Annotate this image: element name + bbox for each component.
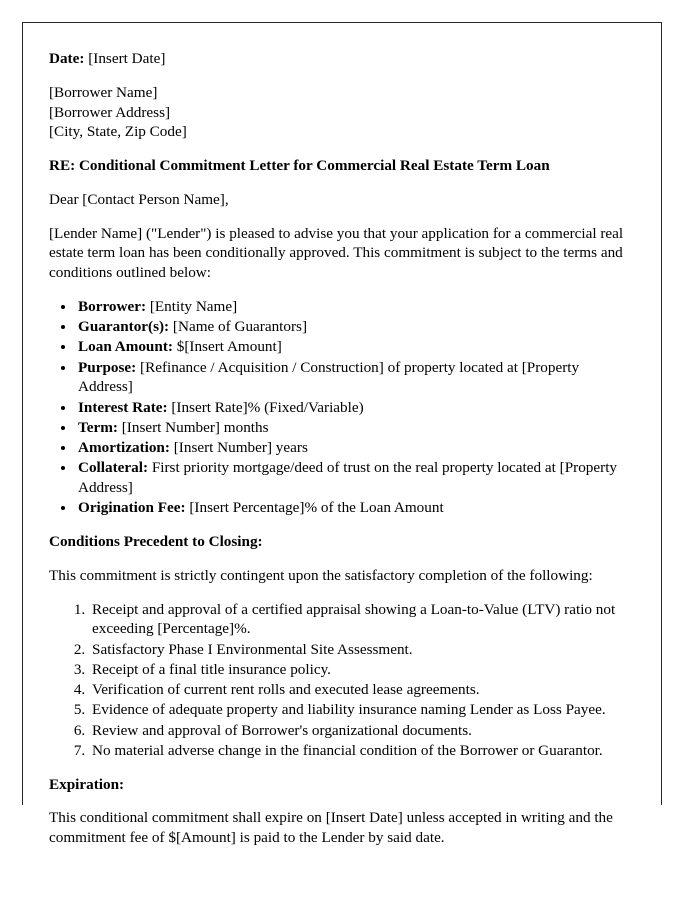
term-value: [Refinance / Acquisition / Construction] of property located at [Property Address]: [78, 358, 580, 396]
term-label: Amortization:: [78, 439, 170, 456]
term-value: [Insert Rate]% (Fixed/Variable): [167, 398, 364, 416]
recipient-address-block: [49, 83, 627, 142]
term-label: Origination Fee:: [78, 499, 186, 517]
address-line: [Borrower Address]: [49, 103, 171, 121]
list-item: 7. No material adverse change in the financial condition of the Borrower or Guarantor.: [89, 741, 627, 761]
list-item: [76, 498, 627, 518]
conditions-heading: Conditions Precedent to Closing:: [49, 533, 263, 550]
list-item: 6. Review and approval of Borrower's organizational documents.: [89, 721, 627, 741]
list-item: [76, 297, 627, 317]
conditions-intro: This commitment is strictly contingent upon the satisfactory completion of the following:: [49, 566, 593, 584]
list-item: [76, 358, 627, 398]
term-value: [Name of Guarantors]: [169, 318, 308, 335]
list-item: [76, 398, 627, 418]
term-label: Borrower:: [78, 297, 147, 315]
expiration-paragraph: This conditional commitment shall expire on [Insert Date] unless accepted in writing and the commitment fee of $[Amount] is paid to the Lender by said date.: [49, 809, 613, 846]
date-value: [Insert Date]: [88, 50, 166, 67]
term-value: First priority mortgage/deed of trust on the real property located at [Property Address]: [78, 459, 618, 496]
document-page: [22, 22, 662, 846]
term-label: Guarantor(s):: [78, 318, 170, 335]
term-value: [Insert Number] months: [117, 418, 269, 436]
term-value: [Entity Name]: [146, 297, 238, 315]
document-body: [23, 23, 661, 848]
address-line: [Borrower Name]: [49, 83, 158, 101]
list-item: [76, 337, 627, 357]
list-item: 1. Receipt and approval of a certified appraisal showing a Loan-to-Value (LTV) ratio not exceeding [Percentage]%.: [89, 600, 627, 640]
term-label: Interest Rate:: [78, 398, 168, 416]
date-line: [49, 49, 627, 69]
term-value: [Insert Percentage]% of the Loan Amount: [185, 499, 444, 517]
term-label: Collateral:: [78, 459, 149, 477]
re-subject-line: RE: Conditional Commitment Letter for Commercial Real Estate Term Loan: [49, 157, 550, 174]
list-item: 4. Verification of current rent rolls and executed lease agreements.: [89, 680, 627, 700]
list-item: 2. Satisfactory Phase I Environmental Site Assessment.: [89, 640, 627, 660]
list-item: 5. Evidence of adequate property and liability insurance naming Lender as Loss Payee.: [89, 700, 627, 720]
intro-paragraph: [Lender Name] ("Lender") is pleased to advise you that your application for a commercial real estate term loan has been conditionally approved. This commitment is subject to the terms and conditions outlined below:: [49, 224, 624, 281]
conditions-list: [49, 600, 627, 761]
loan-terms-list: [49, 297, 627, 518]
list-item: [76, 317, 627, 337]
list-item: [76, 418, 627, 438]
list-item: 3. Receipt of a final title insurance policy.: [89, 660, 627, 680]
term-label: Purpose:: [78, 358, 137, 376]
expiration-heading: Expiration:: [49, 775, 125, 793]
term-value: [Insert Number] years: [169, 439, 308, 456]
address-line: [City, State, Zip Code]: [49, 123, 187, 141]
term-label: Loan Amount:: [78, 338, 173, 356]
list-item: [76, 458, 627, 498]
date-label: Date:: [49, 50, 85, 67]
term-label: Term:: [78, 418, 118, 436]
term-value: $[Insert Amount]: [172, 338, 282, 356]
salutation: Dear [Contact Person Name],: [49, 190, 229, 208]
list-item: [76, 438, 627, 458]
letter-content: [49, 49, 627, 848]
